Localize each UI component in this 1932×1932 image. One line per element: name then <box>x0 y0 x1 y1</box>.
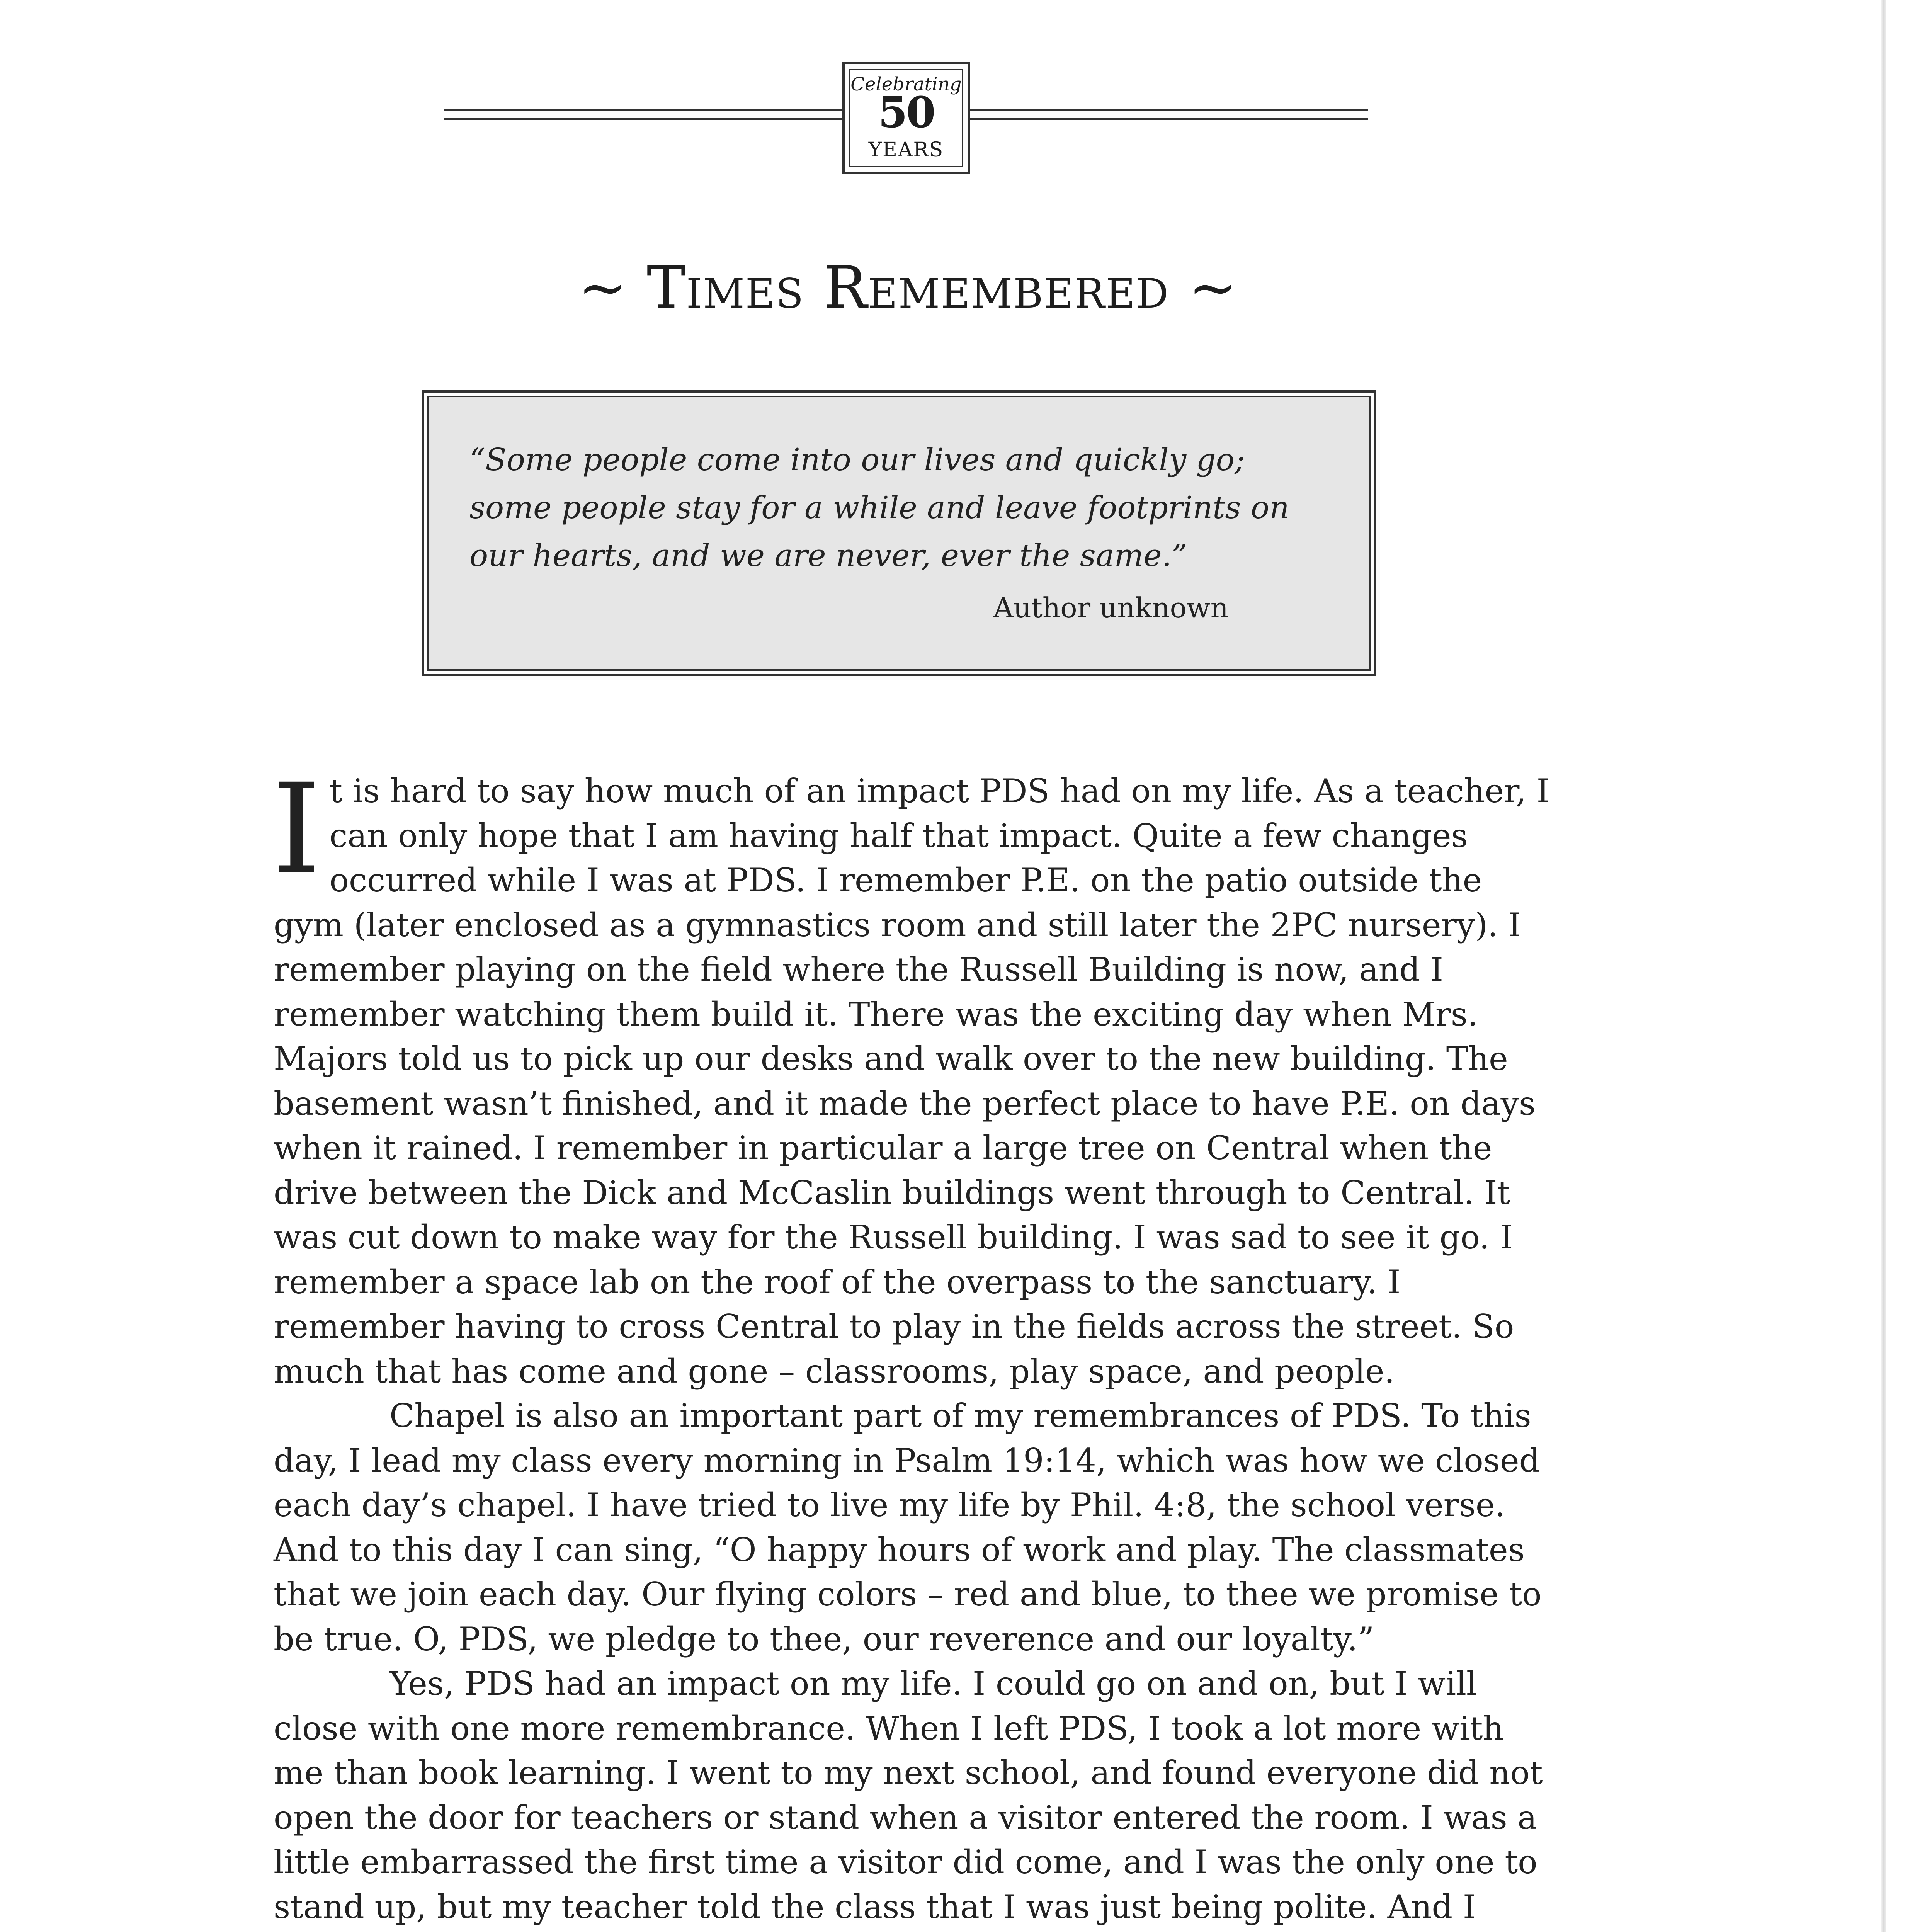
quote-panel <box>427 396 1371 671</box>
paragraph-1-text: t is hard to say how much of an impact PDS had on my life. As a teacher, I can only hope that I am having half that impact. Quite a few changes occurred while I was at PDS. I remember P.E. on the patio outside the gym (later enclosed as a gymnastics room and still later the 2PC nursery). I remember playing on the field where the Russell Building is now, and I remember watching them build it. There was the exciting day when Mrs. Majors told us to pick up our desks and walk over to the new building. The basement wasn’t finished, and it made the perfect place to have P.E. on days when it rained. I remember in particular a large tree on Central when the drive between the Dick and McCaslin buildings went through to Central. It was cut down to make way for the Russell building. I was sad to see it go. I remember a space lab on the roof of the overpass to the sanctuary. I remember having to cross Central to play in the fields across the street. So much that has come and gone – classrooms, play space, and people. <box>274 772 1549 1390</box>
scan-edge <box>1881 0 1886 1932</box>
drop-cap: I <box>272 757 321 901</box>
page-title: ~ Times Remembered ~ <box>578 254 1238 321</box>
quote-text: “Some people come into our lives and quickly go; some people stay for a while and leave footprints on our hearts, and we are never, ever the same.” <box>469 442 1289 573</box>
emblem-frame <box>849 69 963 167</box>
emblem-years: YEARS <box>868 138 944 162</box>
anniversary-emblem <box>842 62 970 174</box>
quote-author: Author unknown <box>993 592 1228 624</box>
paragraph-1 <box>272 757 1556 1394</box>
paragraph-2: Chapel is also an important part of my remembrances of PDS. To this day, I lead my class every morning in Psalm 19:14, which was how we closed each day’s chapel. I have tried to live my life by Phil. 4:8, the school verse. And to this day I can sing, “O happy hours of work and play. The classmates that we join each day. Our flying colors – red and blue, to thee we promise to be true. O, PDS, we pledge to thee, our reverence and our loyalty.” <box>274 1397 1542 1658</box>
header-rule-left <box>444 109 842 120</box>
emblem-number: 50 <box>878 87 934 137</box>
paragraph-3: Yes, PDS had an impact on my life. I could go on and on, but I will close with one more remembrance. When I left PDS, I took a lot more with me than book learning. I went to my next school, and found everyone did not open the door for teachers or stand when a visitor entered the room. I was a little embarrassed the first time a visitor did come, and I was the only one to stand up, but my teacher told the class that I was just being polite. And I <box>274 1665 1543 1926</box>
letter-body <box>272 757 1556 1932</box>
header-rule-right <box>970 109 1368 120</box>
quote-box <box>422 390 1376 676</box>
emblem-celebrating: Celebrating <box>850 73 962 95</box>
